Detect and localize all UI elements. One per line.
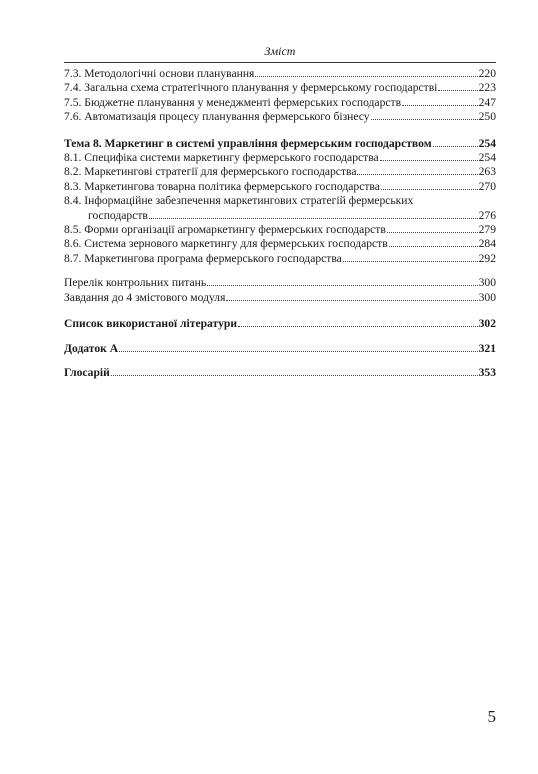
page-number: 5	[487, 707, 496, 726]
dot-leader	[381, 188, 478, 190]
toc-entry-number: 8.4.	[64, 194, 82, 208]
toc-entry-8-7[interactable]	[64, 252, 496, 266]
dot-leader	[371, 118, 478, 120]
dot-leader	[238, 325, 478, 327]
toc-entry-title-cont: господарств	[88, 208, 148, 222]
dot-leader	[343, 260, 478, 262]
toc-entry-title: Автоматизація процесу планування фермерського бізнесу	[84, 110, 370, 124]
toc-entry-title: Глосарій	[64, 365, 110, 379]
toc-entry-page: 223	[478, 81, 496, 95]
toc-entry-control-questions[interactable]	[64, 276, 496, 290]
toc-entry-page: 220	[478, 67, 496, 80]
spacer	[64, 305, 496, 317]
spacer	[64, 356, 496, 366]
dot-leader	[357, 173, 477, 175]
toc-entry-number: 7.6.	[64, 110, 82, 124]
toc-entry-7-5[interactable]	[64, 96, 496, 110]
toc-entry-page: 300	[478, 276, 496, 290]
toc-entry-page: 276	[478, 208, 496, 222]
toc-entry-page: 247	[478, 95, 496, 109]
toc-entry-page: 353	[478, 365, 496, 379]
toc-entry-page: 270	[478, 179, 496, 193]
toc-entry-page: 284	[478, 237, 496, 251]
dot-leader	[438, 89, 477, 91]
toc-entry-number: 8.6.	[64, 237, 82, 251]
toc-entry-title: Маркетингові стратегії для фермерського господарства	[84, 165, 357, 179]
toc-entry-number: 8.2.	[64, 165, 82, 179]
dot-leader	[207, 284, 477, 286]
toc-entry-page: 250	[478, 110, 496, 124]
toc-entry-page: 321	[478, 341, 496, 355]
dot-leader	[387, 231, 478, 233]
toc-entry-page: 254	[478, 151, 496, 165]
running-header: Зміст	[264, 44, 296, 58]
toc-entry-title: Маркетингова товарна політика фермерського господарства	[84, 179, 380, 193]
dot-leader	[255, 75, 477, 77]
toc-entry-title: Система зернового маркетингу для фермерських господарств	[84, 237, 388, 251]
dot-leader	[111, 374, 478, 376]
toc-entry-number: 8.7.	[64, 251, 82, 265]
toc-entry-page: 263	[478, 165, 496, 179]
toc-theme-title: Тема 8. Маркетинг в системі управління фермерським господарством	[64, 136, 432, 150]
toc-entry-page: 302	[478, 317, 496, 331]
toc-entry-page: 279	[478, 223, 496, 237]
toc-entry-8-1[interactable]	[64, 151, 496, 165]
toc-entry-number: 7.3.	[64, 67, 82, 80]
toc-theme-page: 254	[478, 136, 496, 150]
toc-entry-number: 8.3.	[64, 179, 82, 193]
toc-entry-title: Бюджетне планування у менеджменті фермерських господарств	[84, 95, 402, 109]
spacer	[64, 266, 496, 276]
toc-entry-title: Загальна схема стратегічного планування у фермерському господарстві	[84, 81, 438, 95]
toc-entry-8-4[interactable]	[64, 194, 496, 223]
dot-leader	[149, 217, 478, 219]
toc-entry-title: Додаток А	[64, 341, 119, 355]
toc-entry-number: 8.5.	[64, 223, 82, 237]
toc-entry-title: Специфіка системи маркетингу фермерського господарства	[84, 151, 379, 165]
toc-entry-8-6[interactable]	[64, 237, 496, 251]
dot-leader	[402, 104, 478, 106]
toc-theme-8[interactable]	[64, 137, 496, 151]
toc-entry-page: 300	[478, 290, 496, 304]
header-divider	[64, 62, 496, 63]
toc-entry-8-2[interactable]	[64, 165, 496, 179]
toc-entry-number: 8.1.	[64, 151, 82, 165]
dot-leader	[226, 299, 477, 301]
toc-entry-title: Завдання до 4 змістового модуля	[64, 290, 226, 304]
toc-entry-references[interactable]	[64, 317, 496, 331]
toc-entry-module-tasks[interactable]	[64, 291, 496, 305]
toc-entry-number: 7.5.	[64, 95, 82, 109]
toc-entry-line2	[64, 209, 496, 223]
toc-entry-title: Форми організації агромаркетингу фермерських господарств	[84, 223, 386, 237]
dot-leader	[119, 350, 478, 352]
dot-leader	[433, 145, 478, 147]
toc-entry-8-3[interactable]	[64, 180, 496, 194]
toc-entry-number: 7.4.	[64, 81, 82, 95]
dot-leader	[389, 245, 478, 247]
spacer	[64, 125, 496, 137]
toc-entry-line1	[64, 194, 496, 208]
toc-entry-appendix-a[interactable]	[64, 342, 496, 356]
toc-entry-title: Список використаної літератури	[64, 317, 238, 331]
spacer	[64, 332, 496, 342]
toc-entry-7-3[interactable]	[64, 67, 496, 81]
toc-entry-glossary[interactable]	[64, 366, 496, 380]
toc-entry-8-5[interactable]	[64, 223, 496, 237]
toc-entry-7-6[interactable]	[64, 110, 496, 124]
toc-entry-7-4[interactable]	[64, 81, 496, 95]
toc-entry-title: Інформаційне забезпечення маркетингових стратегій фермерських	[84, 194, 414, 208]
toc-entry-title: Перелік контрольних питань	[64, 276, 207, 290]
toc-entry-title: Маркетингова програма фермерського господарства	[84, 251, 342, 265]
table-of-contents	[64, 67, 496, 380]
dot-leader	[380, 159, 478, 161]
toc-entry-page: 292	[478, 251, 496, 265]
toc-entry-title: Методологічні основи планування	[84, 67, 255, 80]
